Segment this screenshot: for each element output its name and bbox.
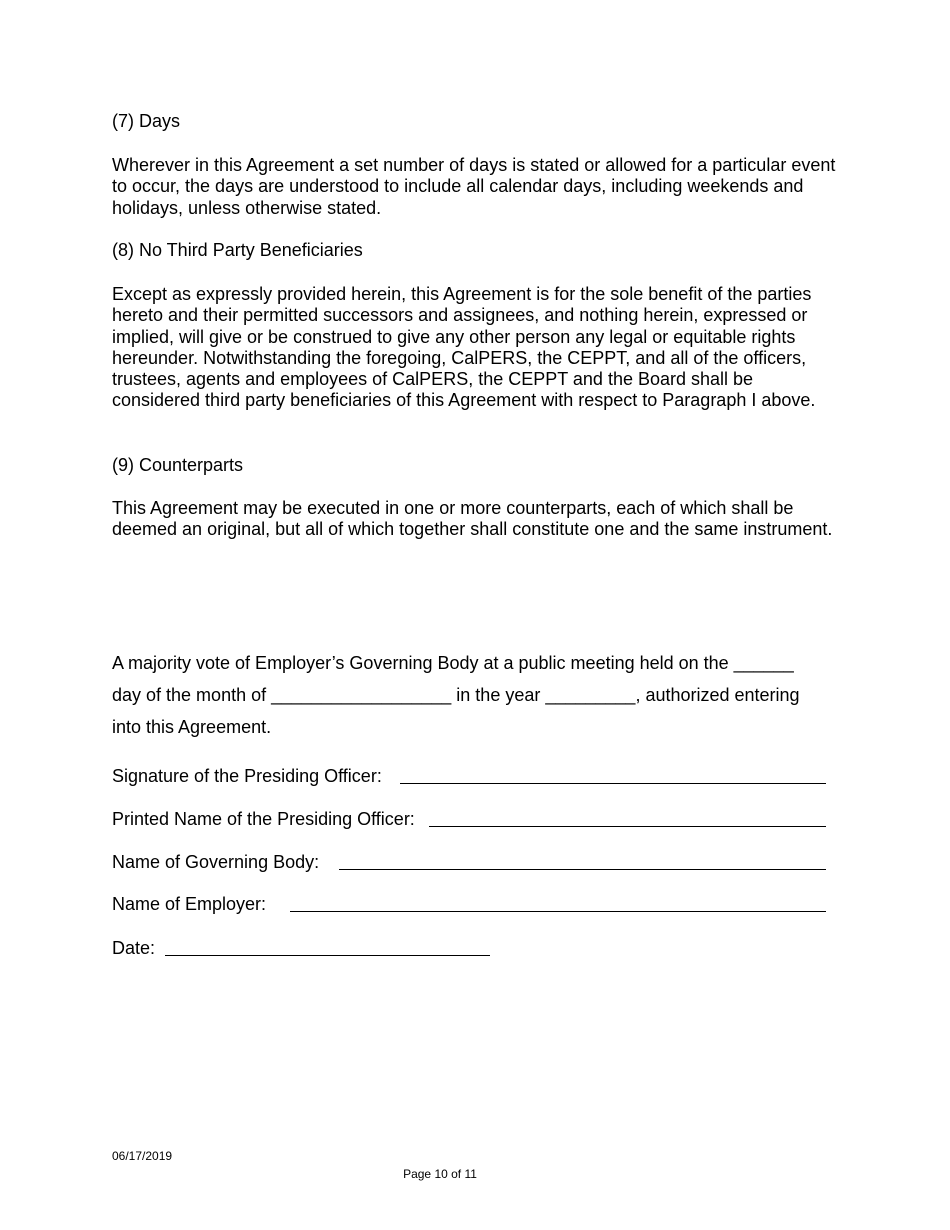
governing-body-name-label: Name of Governing Body:: [112, 852, 320, 872]
date-row: [112, 937, 490, 959]
employer-name-blank[interactable]: [290, 895, 826, 912]
section-8-heading: (8) No Third Party Beneficiaries: [112, 240, 363, 260]
signature-presiding-officer-blank[interactable]: [400, 767, 826, 784]
section-7-body: Wherever in this Agreement a set number of days is stated or allowed for a particular event to occur, the days are understood to include all calendar days, including weekends and holidays, unless otherwise stated.: [112, 155, 836, 218]
section-9-body: This Agreement may be executed in one or more counterparts, each of which shall be deemed an original, but all of which together shall constitute one and the same instrument.: [112, 498, 833, 540]
section-9-heading: (9) Counterparts: [112, 455, 244, 475]
section-7-heading: (7) Days: [112, 111, 181, 131]
date-blank[interactable]: [165, 939, 490, 956]
printed-name-presiding-officer-row: [112, 808, 826, 830]
footer-revision-date: 06/17/2019: [112, 1149, 173, 1163]
printed-name-presiding-officer-label: Printed Name of the Presiding Officer:: [112, 809, 415, 829]
signature-presiding-officer-row: [112, 765, 826, 787]
employer-name-label: Name of Employer:: [112, 894, 267, 914]
vote-line-2: day of the month of __________________ in the year _________, authorized entering: [112, 685, 800, 705]
governing-body-name-blank[interactable]: [339, 853, 826, 870]
majority-vote-statement: [112, 647, 842, 743]
vote-line-3: into this Agreement.: [112, 717, 272, 737]
vote-line-1: A majority vote of Employer’s Governing Body at a public meeting held on the ______: [112, 653, 794, 673]
signature-presiding-officer-label: Signature of the Presiding Officer:: [112, 766, 382, 786]
footer-page-number: Page 10 of 11: [403, 1167, 477, 1181]
section-8-body: Except as expressly provided herein, this Agreement is for the sole benefit of the parties hereto and their permitted successors and assignees, and nothing herein, expressed or implied, will give or be construed to give any other person any legal or equitable rights hereunder. Notwithstanding the foregoing, CalPERS, the CEPPT, and all of the officers, trustees, agents and employees of CalPERS, the CEPPT and the Board shall be considered third party beneficiaries of this Agreement with respect to Paragraph I above.: [112, 284, 816, 411]
employer-name-row: [112, 893, 826, 915]
printed-name-presiding-officer-blank[interactable]: [429, 810, 826, 827]
governing-body-name-row: [112, 851, 826, 873]
date-label: Date:: [112, 938, 156, 958]
